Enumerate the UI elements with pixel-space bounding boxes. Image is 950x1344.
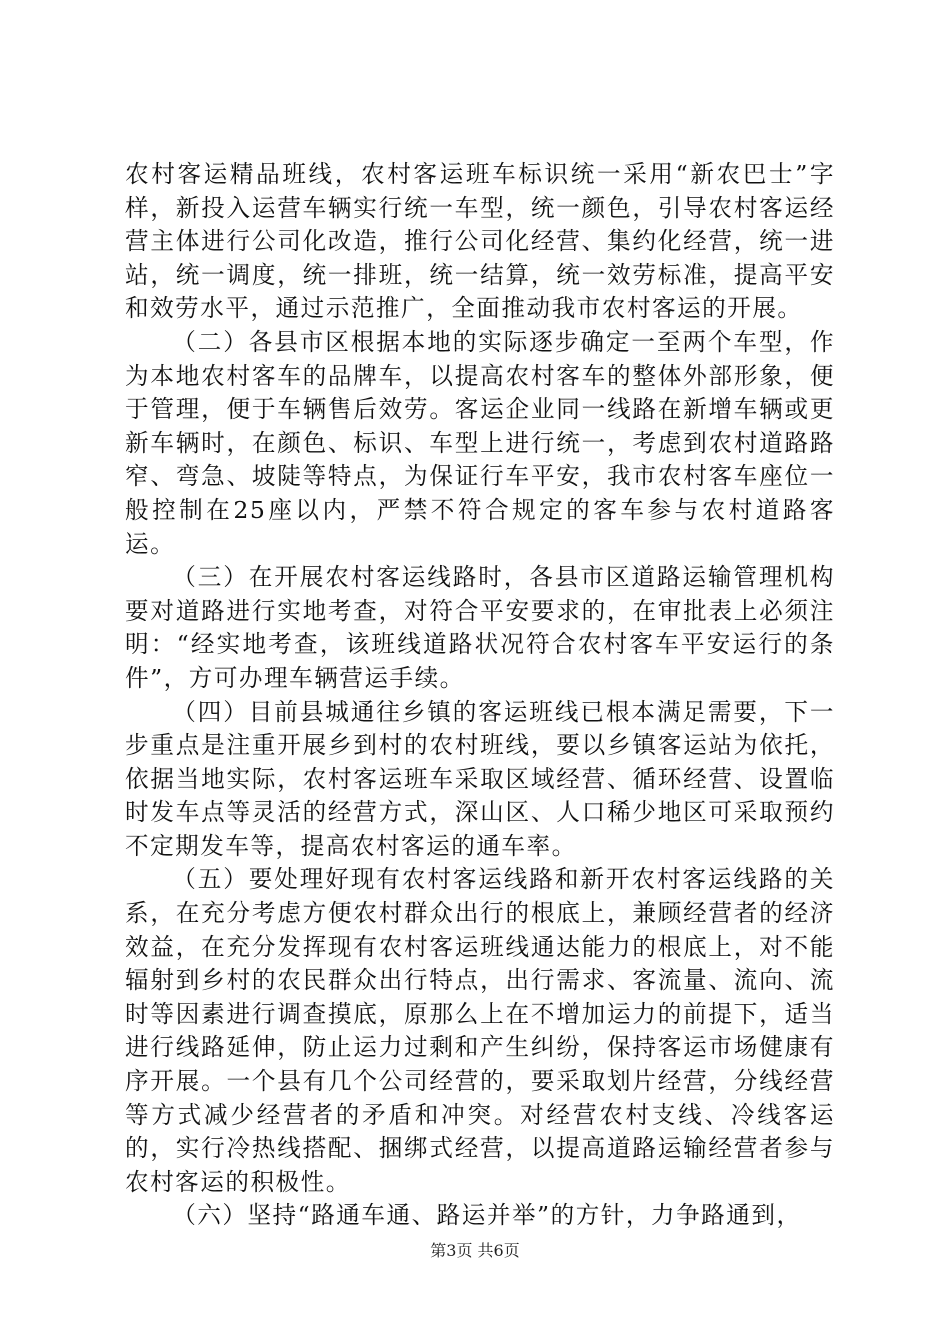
paragraph-continuation: 农村客运精品班线，农村客运班车标识统一采用“新农巴士”字样，新投入运营车辆实行统一车型，统一颜色，引导农村客运经营主体进行公司化改造，推行公司化经营、集约化经营，统一进站，统一调度，统一排班，统一结算，统一效劳标准，提高平安和效劳水平，通过示范推广，全面推动我市农村客运的开展。: [125, 160, 835, 323]
document-body: [125, 158, 835, 1233]
paragraph-section-5: （五）要处理好现有农村客运线路和新开农村客运线路的关系，在充分考虑方便农村群众出行的根底上，兼顾经营者的经济效益，在充分发挥现有农村客运班线通达能力的根底上，对不能辐射到乡村的农民群众出行特点，出行需求、客流量、流向、流时等因素进行调查摸底，原那么上在不增加运力的前提下，适当进行线路延伸，防止运力过剩和产生纠纷，保持客运市场健康有序开展。一个县有几个公司经营的，要采取划片经营，分线经营等方式减少经营者的矛盾和冲突。对经营农村支线、冷线客运的，实行冷热线搭配、捆绑式经营，以提高道路运输经营者参与农村客运的积极性。: [125, 865, 835, 1196]
paragraph-section-6: （六）坚持“路通车通、路运并举”的方针，力争路通到，: [172, 1201, 802, 1230]
paragraph-section-2: （二）各县市区根据本地的实际逐步确定一至两个车型，作为本地农村客车的品牌车，以提高农村客车的整体外部形象，便于管理，便于车辆售后效劳。客运企业同一线路在新增车辆或更新车辆时，在颜色、标识、车型上进行统一，考虑到农村道路路窄、弯急、坡陡等特点，为保证行车平安，我市农村客车座位一般控制在25座以内，严禁不符合规定的客车参与农村道路客运。: [125, 327, 835, 558]
page-number-footer: 第3页 共6页: [430, 1241, 520, 1260]
paragraph-section-3: （三）在开展农村客运线路时，各县市区道路运输管理机构要对道路进行实地考查，对符合平安要求的，在审批表上必须注明：“经实地考查，该班线道路状况符合农村客车平安运行的条件”，方可办理车辆营运手续。: [125, 563, 835, 692]
paragraph-section-4: （四）目前县城通往乡镇的客运班线已根本满足需要，下一步重点是注重开展乡到村的农村班线，要以乡镇客运站为依托，依据当地实际，农村客运班车采取区域经营、循环经营、设置临时发车点等灵活的经营方式，深山区、人口稀少地区可采取预约不定期发车等，提高农村客运的通车率。: [125, 697, 835, 860]
